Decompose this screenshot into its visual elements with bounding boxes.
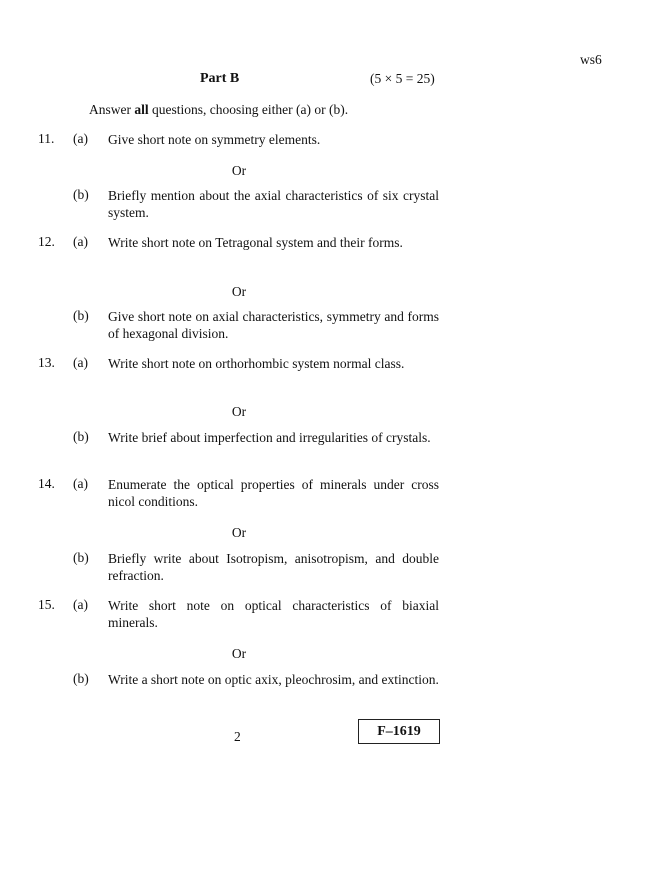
page-number: 2 <box>234 729 241 744</box>
option-b-text: Give short note on axial characteristics, symmetry and forms of hexagonal division. <box>108 309 439 341</box>
option-b-label: (b) <box>73 187 89 202</box>
paper-code-top: ws6 <box>580 52 602 67</box>
option-b-label: (b) <box>73 308 89 323</box>
option-b-label: (b) <box>73 550 89 565</box>
option-b-text: Write a short note on optic axix, pleochrosim, and extinction. <box>108 672 439 687</box>
option-b-text: Write brief about imperfection and irregularities of crystals. <box>108 430 431 445</box>
option-b-label: (b) <box>73 671 89 686</box>
marks-allocation: (5 × 5 = 25) <box>370 71 435 86</box>
instruction-bold: all <box>134 102 149 117</box>
option-a-label: (a) <box>73 355 88 370</box>
or-label: Or <box>231 404 247 419</box>
option-a-label: (a) <box>73 131 88 146</box>
option-b-text: Briefly write about Isotropism, anisotropism, and double refraction. <box>108 551 439 583</box>
part-title: Part B <box>200 71 240 86</box>
instruction-pre: Answer <box>89 102 135 117</box>
question-number: 15. <box>38 597 55 612</box>
or-label: Or <box>231 525 247 540</box>
question-number: 12. <box>38 234 55 249</box>
paper-code-box: F–1619 <box>358 719 440 744</box>
or-divider <box>0 284 478 300</box>
option-a-label: (a) <box>73 476 88 491</box>
question-number: 14. <box>38 476 55 491</box>
option-a-text: Write short note on orthorhombic system normal class. <box>108 356 405 371</box>
or-label: Or <box>231 163 247 178</box>
option-b-text: Briefly mention about the axial characteristics of six crystal system. <box>108 188 439 220</box>
or-divider <box>0 163 478 179</box>
option-a-text: Enumerate the optical properties of minerals under cross nicol conditions. <box>108 477 439 509</box>
option-a-text: Write short note on optical characteristics of biaxial minerals. <box>108 598 439 630</box>
option-a-text: Give short note on symmetry elements. <box>108 132 321 147</box>
option-a-label: (a) <box>73 234 88 249</box>
instruction <box>89 102 348 118</box>
or-label: Or <box>231 284 247 299</box>
or-divider <box>0 525 478 541</box>
or-label: Or <box>231 646 247 661</box>
question-number: 13. <box>38 355 55 370</box>
or-divider <box>0 646 478 662</box>
instruction-post: questions, choosing either (a) or (b). <box>148 102 349 117</box>
question-number: 11. <box>38 131 55 146</box>
or-divider <box>0 404 478 420</box>
option-a-label: (a) <box>73 597 88 612</box>
option-b-label: (b) <box>73 429 89 444</box>
option-a-text: Write short note on Tetragonal system and their forms. <box>108 235 403 250</box>
